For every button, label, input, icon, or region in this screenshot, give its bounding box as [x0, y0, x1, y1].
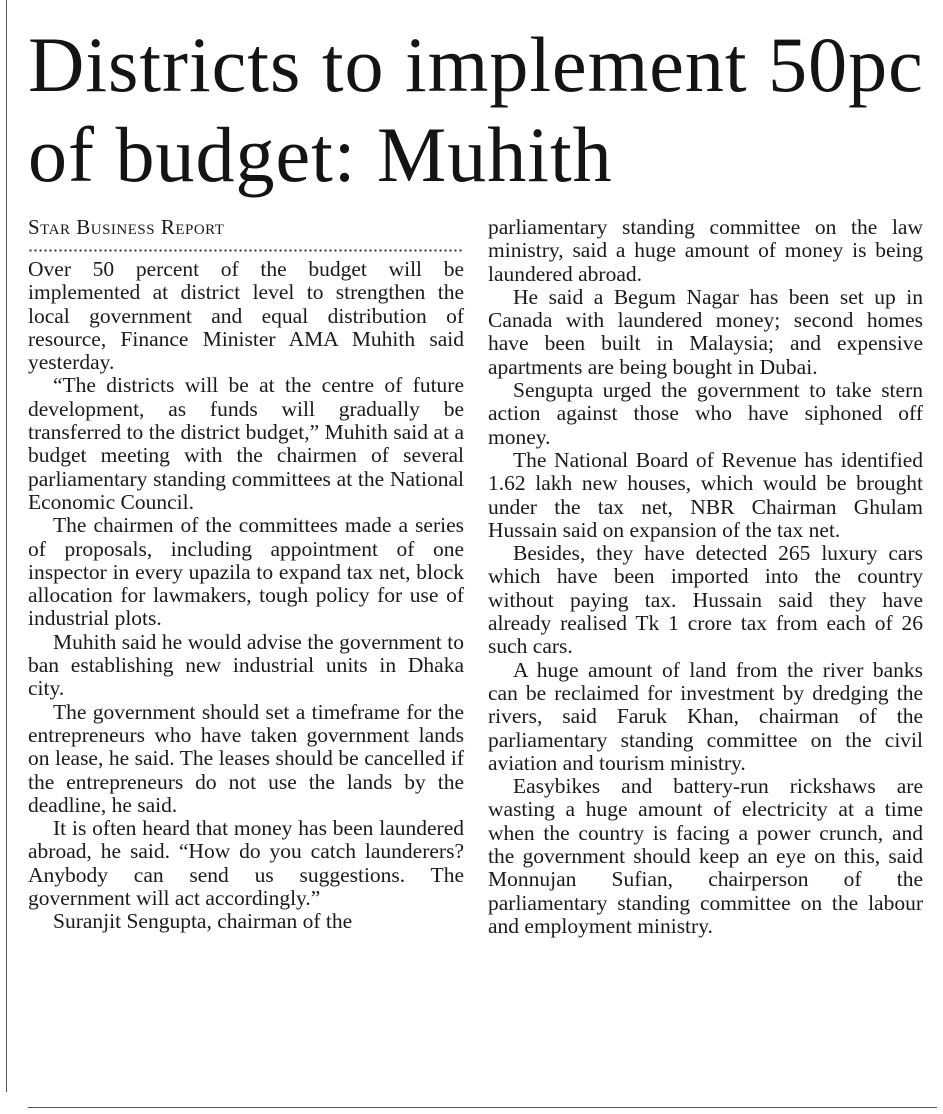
- paragraph: Over 50 percent of the budget will be implemented at district level to strengthen the local government and equal distribution of resource, Finance Minister AMA Muhith said yesterday.: [28, 257, 464, 375]
- left-column-rule: [6, 0, 7, 1092]
- paragraph: The government should set a timeframe for the entrepreneurs who have taken government lands on lease, he said. The leases should be cancelled if the entrepreneurs do not use the lands by the deadline, he said.: [28, 699, 464, 817]
- byline: Star Business Report: [28, 215, 225, 239]
- paragraph: He said a Begum Nagar has been set up in Canada with laundered money; second homes have been built in Malaysia; and expensive apartments are being bought in Dubai.: [488, 284, 923, 379]
- paragraph: Besides, they have detected 265 luxury cars which have been imported into the country without paying tax. Hussain said they have already realised Tk 1 crore tax from each of 26 such cars.: [488, 541, 923, 659]
- paragraph-continuation: parliamentary standing committee on the law ministry, said a huge amount of money is being laundered abroad.: [488, 215, 923, 286]
- paragraph: A huge amount of land from the river banks can be reclaimed for investment by dredging the rivers, said Faruk Khan, chairman of the parliamentary standing committee on the civil aviation and tourism ministry.: [488, 657, 923, 775]
- paragraph: Sengupta urged the government to take stern action against those who have siphoned off money.: [488, 378, 923, 449]
- paragraph: Easybikes and battery-run rickshaws are wasting a huge amount of electricity at a time when the country is facing a power crunch, and the government should keep an eye on this, said Monnujan Sufian, chairperson of the parliamentary standing committee on the labour and employment ministry.: [488, 774, 923, 938]
- paragraph: “The districts will be at the centre of future development, as funds will gradually be transferred to the district budget,” Muhith said at a budget meeting with the chairmen of several parliamentary standing committees at the National Economic Council.: [28, 373, 464, 514]
- byline-dotted-divider: [28, 242, 464, 256]
- paragraph: Muhith said he would advise the government to ban establishing new industrial units in Dhaka city.: [28, 629, 464, 701]
- paragraph: The chairmen of the committees made a series of proposals, including appointment of one inspector in every upazila to expand tax net, block allocation for lawmakers, tough policy for use of industrial plots.: [28, 513, 464, 631]
- article-column-right: [488, 216, 923, 938]
- headline: Districts to implement 50pc of budget: Muhith: [28, 21, 924, 198]
- paragraph: The National Board of Revenue has identified 1.62 lakh new houses, which would be brought under the tax net, NBR Chairman Ghulam Hussain said on expansion of the tax net.: [488, 447, 923, 542]
- article-column-left: [28, 216, 464, 934]
- paragraph: It is often heard that money has been laundered abroad, he said. “How do you catch launderers? Anybody can send us suggestions. The government will act accordingly.”: [28, 816, 464, 911]
- bottom-rule: [28, 1107, 937, 1108]
- paragraph: Suranjit Sengupta, chairman of the: [53, 909, 353, 934]
